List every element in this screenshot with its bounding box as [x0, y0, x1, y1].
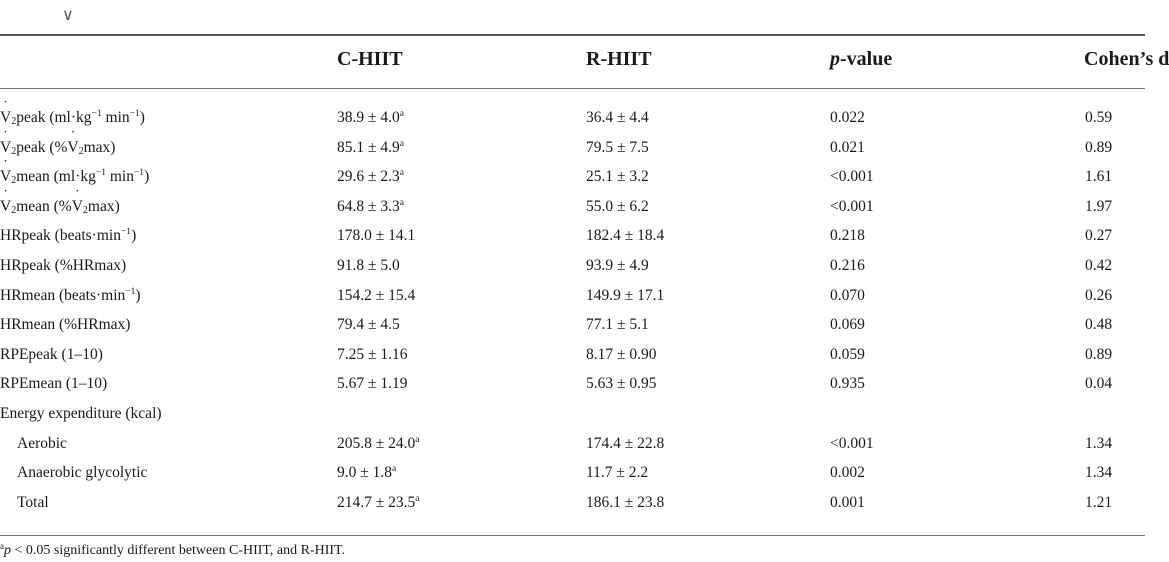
r-hiit-value: 186.1 ± 23.8: [586, 493, 665, 511]
header-cohens-d: Cohen’s d: [1084, 48, 1169, 70]
results-table: [0, 34, 1169, 518]
row-label: ˙ $V_2peak$ ($ml\cdot kg^{-1}$ $\min^{-1}$): [0, 109, 145, 127]
c-hiit-value: 214.7 ± 23.5$^a$: [337, 493, 420, 511]
c-hiit-value: 64.8 ± 3.3$^a$: [337, 197, 404, 215]
p-value: <0.001: [830, 197, 874, 215]
p-value: 0.935: [830, 375, 865, 393]
header-r-hiit: R-HIIT: [586, 48, 652, 70]
table-row: [0, 134, 1145, 164]
header-p-italic: p: [830, 48, 840, 70]
c-hiit-value: 205.8 ± 24.0$^a$: [337, 434, 420, 452]
c-hiit-value: 85.1 ± 4.9$^a$: [337, 138, 404, 156]
p-value: 0.002: [830, 464, 865, 482]
table-row: [0, 163, 1145, 193]
table-row: [0, 104, 1145, 134]
p-value: 0.069: [830, 316, 865, 334]
table-row: [0, 252, 1145, 282]
c-hiit-value: 154.2 ± 15.4: [337, 286, 416, 304]
p-value: 0.021: [830, 138, 865, 156]
cohens-d-value: 0.42: [1085, 256, 1113, 274]
table-header: [0, 34, 1169, 89]
r-hiit-value: 93.9 ± 4.9: [586, 256, 649, 274]
r-hiit-value: 25.1 ± 3.2: [586, 168, 649, 186]
row-label: Anaerobic glycolytic: [17, 464, 148, 482]
cohens-d-value: 0.27: [1085, 227, 1113, 245]
table-body: [0, 89, 1145, 518]
c-hiit-value: 5.67 ± 1.19: [337, 375, 408, 393]
row-label: ˙ $V_2peak$ (%˙ $V_2\max$): [0, 139, 115, 157]
r-hiit-value: 11.7 ± 2.2: [586, 464, 649, 482]
table-row: [0, 282, 1145, 312]
cohens-d-value: 0.04: [1085, 375, 1113, 393]
header-p-rest: -value: [840, 48, 893, 70]
row-label: HRpeak $(beats\cdot\min^{-1})$: [0, 227, 137, 245]
cohens-d-value: 1.34: [1085, 434, 1113, 452]
c-hiit-value: 38.9 ± 4.0$^a$: [337, 109, 404, 126]
cohens-d-value: 0.26: [1085, 286, 1113, 304]
header-p-value: [830, 48, 892, 71]
r-hiit-value: 55.0 ± 6.2: [586, 197, 649, 215]
table-row: [0, 370, 1145, 400]
p-value: 0.001: [830, 493, 865, 511]
p-value: <0.001: [830, 434, 874, 452]
p-value: 0.059: [830, 345, 865, 363]
row-label: HRmean $(beats\cdot\min^{-1})$: [0, 286, 141, 304]
row-label: HRmean (%HRmax): [0, 316, 131, 334]
c-hiit-value: 7.25 ± 1.16: [337, 345, 408, 363]
cohens-d-value: 0.89: [1085, 138, 1113, 156]
table-row: [0, 489, 1145, 519]
table-row: [0, 341, 1145, 371]
table-section-row: [0, 400, 1145, 430]
cohens-d-value: 1.61: [1085, 168, 1113, 186]
p-value: 0.216: [830, 256, 865, 274]
r-hiit-value: 174.4 ± 22.8: [586, 434, 665, 452]
cohens-d-value: 1.34: [1085, 464, 1113, 482]
table-bottom-rule: [0, 535, 1145, 536]
table-footnote: $^a$p < 0.05 significantly different between C-HIIT, and R-HIIT.: [0, 541, 346, 558]
table-row: [0, 311, 1145, 341]
table-row: [0, 459, 1145, 489]
r-hiit-value: 79.5 ± 7.5: [586, 138, 649, 156]
collapse-chevron-icon[interactable]: ∨: [62, 5, 74, 24]
table-row: [0, 222, 1145, 252]
c-hiit-value: 29.6 ± 2.3$^a$: [337, 168, 404, 186]
r-hiit-value: 77.1 ± 5.1: [586, 316, 649, 334]
r-hiit-value: 149.9 ± 17.1: [586, 286, 665, 304]
table-row: [0, 193, 1145, 223]
c-hiit-value: 9.0 ± 1.8$^a$: [337, 464, 397, 482]
row-label: RPEmean (1–10): [0, 375, 108, 393]
cohens-d-value: 0.89: [1085, 345, 1113, 363]
row-label: ˙ $V_2mean$ ($ml\cdot kg^{-1}$ $\min^{-1}$): [0, 168, 149, 186]
c-hiit-value: 178.0 ± 14.1: [337, 227, 416, 245]
p-value: 0.218: [830, 227, 865, 245]
r-hiit-value: 36.4 ± 4.4: [586, 109, 649, 126]
table-row: [0, 430, 1145, 460]
header-c-hiit: C-HIIT: [337, 48, 403, 70]
row-label: HRpeak (%HRmax): [0, 256, 127, 274]
row-label: Total: [17, 493, 49, 511]
row-label: RPEpeak (1–10): [0, 345, 103, 363]
row-label: Aerobic: [17, 434, 67, 452]
row-label: ˙ $V_2mean$ (%˙ $V_2\max$): [0, 198, 120, 216]
r-hiit-value: 5.63 ± 0.95: [586, 375, 657, 393]
cohens-d-value: 0.48: [1085, 316, 1113, 334]
r-hiit-value: 8.17 ± 0.90: [586, 345, 657, 363]
cohens-d-value: 0.59: [1085, 109, 1113, 126]
cohens-d-value: 1.97: [1085, 197, 1113, 215]
section-label: Energy expenditure (kcal): [0, 404, 162, 422]
p-value: <0.001: [830, 168, 874, 186]
c-hiit-value: 79.4 ± 4.5: [337, 316, 400, 334]
r-hiit-value: 182.4 ± 18.4: [586, 227, 665, 245]
cohens-d-value: 1.21: [1085, 493, 1113, 511]
p-value: 0.022: [830, 109, 865, 126]
p-value: 0.070: [830, 286, 865, 304]
c-hiit-value: 91.8 ± 5.0: [337, 256, 400, 274]
